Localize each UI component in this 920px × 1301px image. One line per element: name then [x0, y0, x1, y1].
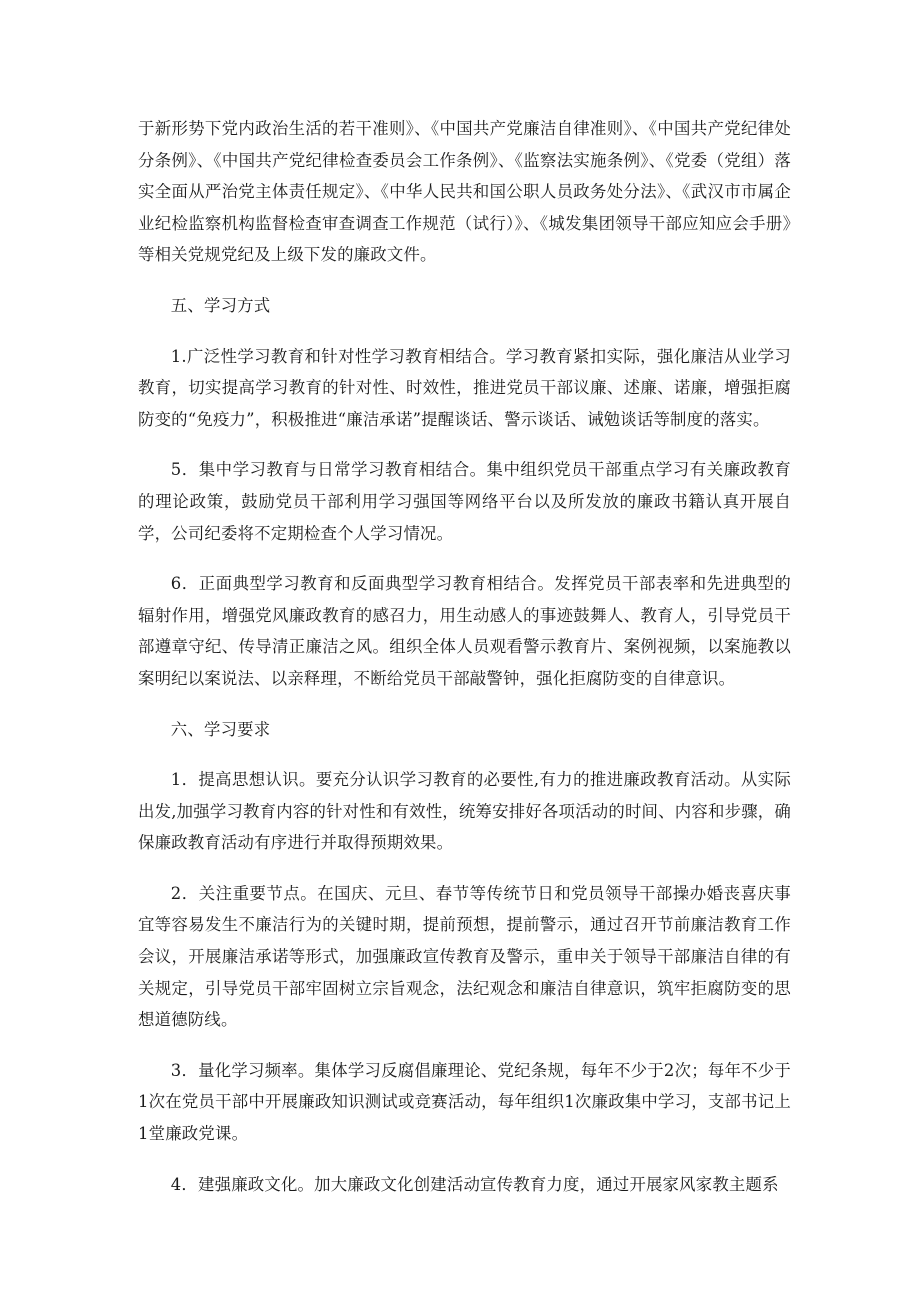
paragraph-requirement-2: 2．关注重要节点。在国庆、元旦、春节等传统节日和党员领导干部操办婚丧喜庆事宜等容易发生不廉洁行为的关键时期，提前预想，提前警示，通过召开节前廉洁教育工作会议，开展廉洁承诺等形式，加强廉政宣传教育及警示，重申关于领导干部廉洁自律的有关规定，引导党员干部牢固树立宗旨观念，法纪观念和廉洁自律意识，筑牢拒腐防变的思想道德防线。	[138, 883, 791, 1030]
paragraph-method-1: 1.广泛性学习教育和针对性学习教育相结合。学习教育紧扣实际，强化廉洁从业学习教育，切实提高学习教育的针对性、时效性，推进党员干部议廉、述廉、诺廉，增强拒腐防变的“免疫力”，积极推进“廉洁承诺”提醒谈话、警示谈话、诫勉谈话等制度的落实。	[138, 346, 791, 429]
paragraph-method-6: 6．正面典型学习教育和反面典型学习教育相结合。发挥党员干部表率和先进典型的辐射作用，增强党风廉政教育的感召力，用生动感人的事迹鼓舞人、教育人，引导党员干部遵章守纪、传导清正廉洁之风。组织全体人员观看警示教育片、案例视频，以案施教以案明纪以案说法、以亲释理，不断给党员干部敲警钟，强化拒腐防变的自律意识。	[138, 574, 791, 688]
paragraph-requirement-3: 3．量化学习频率。集体学习反腐倡廉理论、党纪条规，每年不少于2次；每年不少于1次在党员干部中开展廉政知识测试或竞赛活动，每年组织1次廉政集中学习，支部书记上1堂廉政党课。	[138, 1060, 791, 1144]
paragraph-requirement-1: 1．提高思想认识。要充分认识学习教育的必要性,有力的推进廉政教育活动。从实际出发,加强学习教育内容的针对性和有效性，统筹安排好各项活动的时间、内容和步骤，确保廉政教育活动有序进行并取得预期效果。	[138, 770, 791, 853]
document-page	[138, 113, 791, 1219]
paragraph-regulations-list: 于新形势下党内政治生活的若干准则》、《中国共产党廉洁自律准则》、《中国共产党纪律处分条例》、《中国共产党纪律检查委员会工作条例》、《监察法实施条例》、《党委（党组）落实全面从严治党主体责任规定》、《中华人民共和国公职人员政务处分法》、《武汉市市属企业纪检监察机构监督检查审查调查工作规范（试行）》、《城发集团领导干部应知应会手册》等相关党规党纪及上级下发的廉政文件。	[138, 119, 791, 265]
heading-learning-requirements: 六、学习要求	[170, 719, 271, 739]
paragraph-method-5: 5．集中学习教育与日常学习教育相结合。集中组织党员干部重点学习有关廉政教育的理论政策，鼓励党员干部利用学习强国等网络平台以及所发放的廉政书籍认真开展自学，公司纪委将不定期检查个人学习情况。	[138, 460, 791, 543]
paragraph-requirement-4: 4．建强廉政文化。加大廉政文化创建活动宣传教育力度，通过开展家风家教主题系	[170, 1174, 779, 1194]
heading-learning-methods: 五、学习方式	[170, 295, 271, 315]
